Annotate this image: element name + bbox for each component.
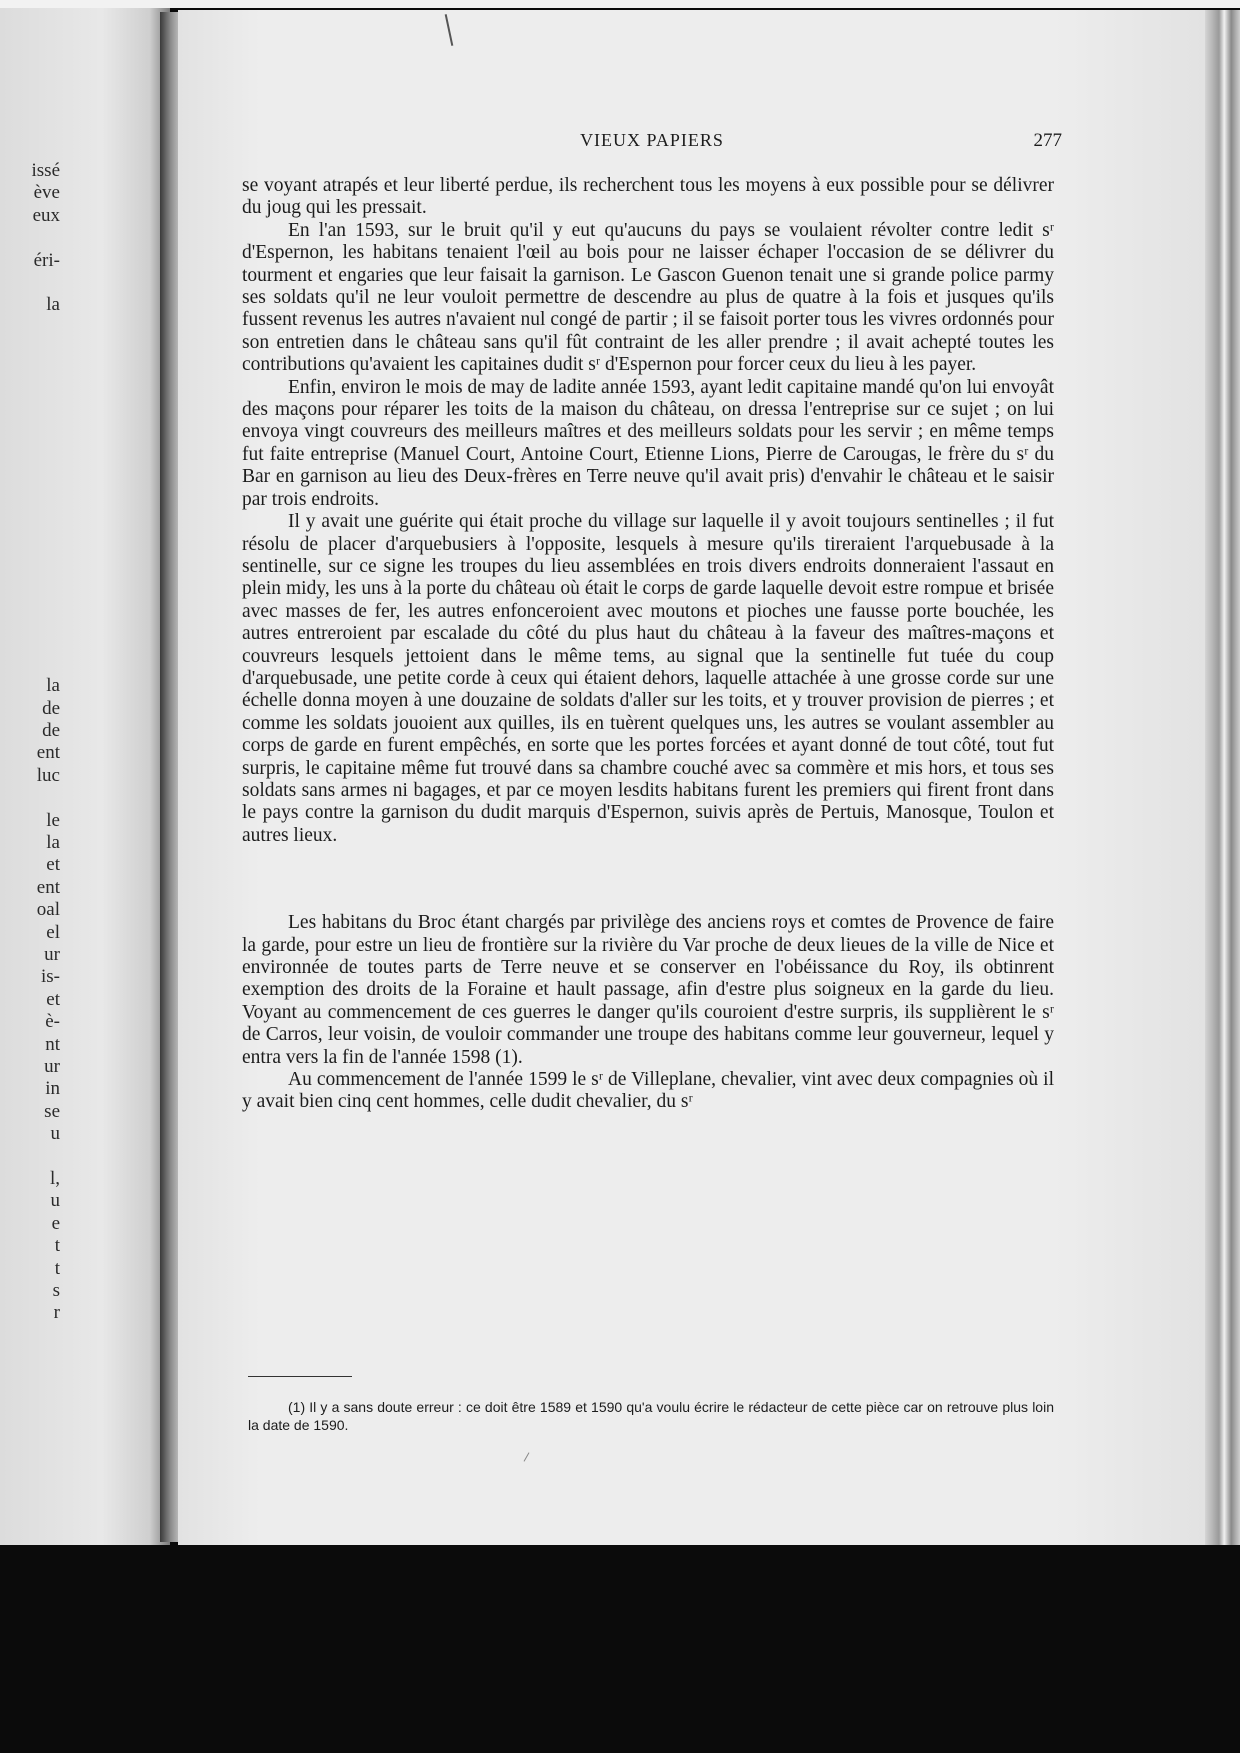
left-page-fragment: el xyxy=(46,921,60,943)
left-page-fragment: de xyxy=(42,720,60,741)
left-page-fragment: ur xyxy=(44,1056,60,1077)
left-page-fragment: l, xyxy=(49,1168,60,1189)
left-page-fragment: se xyxy=(44,1100,60,1122)
left-page-fragment: u xyxy=(50,1123,60,1145)
left-page-fragment: oal xyxy=(36,899,60,921)
left-page-fragment: ur xyxy=(44,944,60,965)
running-head xyxy=(242,130,1062,156)
running-title: VIEUX PAPIERS xyxy=(580,130,724,150)
left-page-fragment: et xyxy=(46,854,60,876)
left-page-fragment: is- xyxy=(41,966,60,988)
left-page-fragment: le xyxy=(46,809,60,831)
paragraph: Les habitans du Broc étant chargés par privilège des anciens roys et comtes de Provence de faire la garde, pour estre un lieu de frontière sur la rivière du Var proche de deux lieues de la ville de Nice et environnée de toutes parts de Terre neuve et se conserver en l'obéissance du Roy, ils obtinrent exemption des droits de la Foraine et hault passage, afin d'estre plus soigneux en la garde du lieu. Voyant au commencement de ces guerres le danger qu'ils couroient d'estre surpris, ils supplièrent le sʳ de Carros, leur voisin, de vouloir commander une troupe des habitans comme leur gouverneur, lequel y entra vers la fin de l'année 1598 (1). xyxy=(242,912,1054,1068)
left-page-fragment: éri- xyxy=(33,249,60,271)
left-page-fragment: ève xyxy=(33,182,60,204)
paragraph: En l'an 1593, sur le bruit qu'il y eut qu'aucuns du pays se voulaient révolter contre ledit sʳ d'Espernon, les habitans tenaient l'œil au bois pour ne laisser échaper l'occasion de se délivrer du tourment et engaries que leur faisait la garnison. Le Gascon Guenon tenait une si grande police parmy ses soldats qu'il ne leur vouloit permettre de descendre au plus de quatre à la fois et jusques qu'ils fussent revenus les autres n'avaient nul congé de partir ; il se faisoit porter tous les vivres ordonnés pour son entretien dans le château sans qu'il fût contraint de les aller prendre ; il avait achepté toutes les contributions qu'avaient les capitaines dudit sʳ d'Espernon pour forcer ceux du lieu à les payer. xyxy=(242,219,1054,376)
left-page-fragment: e xyxy=(51,1212,60,1234)
left-facing-page xyxy=(0,8,170,1545)
section-gap xyxy=(242,847,1054,912)
paragraph: Au commencement de l'année 1599 le sʳ de Villeplane, chevalier, vint avec deux compagnies où il y avait bien cinq cent hommes, celle dudit chevalier, du sʳ xyxy=(242,1069,1054,1113)
left-page-fragment: t xyxy=(54,1257,60,1279)
left-page-fragment: ent xyxy=(36,742,60,764)
left-page-fragment: la xyxy=(46,832,60,853)
left-page-fragment: s xyxy=(52,1280,60,1301)
body-text xyxy=(242,175,1054,1114)
left-page-fragment: la xyxy=(46,675,60,697)
paragraph: se voyant atrapés et leur liberté perdue, ils recherchent tous les moyens à eux possible pour se délivrer du joug qui les pressait. xyxy=(242,175,1054,219)
left-page-fragment: issé xyxy=(31,160,60,181)
scan-background xyxy=(0,1545,1240,1753)
left-page-fragment: eux xyxy=(32,204,60,226)
left-page-fragment: la xyxy=(46,294,60,316)
left-page-fragment: è- xyxy=(45,1011,60,1033)
left-page-fragment: et xyxy=(46,988,60,1010)
footnote: (1) Il y a sans doute erreur : ce doit être 1589 et 1590 qu'a voulu écrire le rédacteur de cette pièce car on retrouve plus loin la date de 1590. xyxy=(248,1399,1054,1433)
page-number: 277 xyxy=(1033,130,1062,151)
left-page-fragment: r xyxy=(53,1302,60,1324)
page-edge-stack xyxy=(1205,10,1240,1545)
scan-top-edge xyxy=(0,0,1240,8)
left-page-fragment: luc xyxy=(36,764,60,786)
left-page-fragment: in xyxy=(45,1078,60,1100)
left-page-fragment: u xyxy=(50,1190,60,1212)
paragraph: Il y avait une guérite qui était proche du village sur laquelle il y avoit toujours sentinelles ; il fut résolu de placer d'arquebusiers à l'opposite, lesquels à mesure qu'ils tireraient l'arquebusade à la sentinelle, sur ce signe les troupes du lieu assemblées en trois divers endroits donneraient l'assaut en plein midy, les uns à la porte du château où était le corps de garde laquelle devoit estre rompue et brisée avec masses de fer, les autres enfonceroient avec moutons et pioches une fausse porte bouchée, les autres entreroient par escalade du côté du plus haut du château à la faveur des maîtres-maçons et couvreurs lesquels jettoient dans le même tems, au signal que la sentinelle fut tuée du coup d'arquebusade, une petite corde à ceux qui étaient dehors, laquelle attachée à une grosse corde sur une échelle donna moyen à une douzaine de soldats d'aller sur les toits, et y trouver provision de pierres ; et comme les soldats jouoient aux quilles, ils en tuèrent quelques uns, les autres se voulant assembler au corps de garde en furent empêchés, en sorte que les portes forcées et ayant donné de tout côté, tout fut surpris, le capitaine même fut trouvé dans sa chambre couché avec sa commère et mis hors, et tous ses soldats sans armes ni bagages, et par ce moyen lesdits habitans furent les premiers qui firent front dans le pays contre la garnison du dudit marquis d'Espernon, suivis après de Pertuis, Manosque, Toulon et autres lieux. xyxy=(242,511,1054,846)
left-page-fragment: de xyxy=(42,697,60,719)
left-page-fragment: t xyxy=(54,1235,60,1257)
footnote-rule xyxy=(248,1376,352,1377)
paragraph: Enfin, environ le mois de may de ladite année 1593, ayant ledit capitaine mandé qu'on lui envoyât des maçons pour réparer les toits de la maison du château, on dressa l'entreprise sur ce sujet ; on lui envoya vingt couvreurs des meilleurs maîtres et des meilleurs soldats pour les servir ; en même temps fut faite entreprise (Manuel Court, Antoine Court, Etienne Lions, Pierre de Carougas, le frère du sʳ du Bar en garnison au lieu des Deux-frères en Terre neuve qu'il avait pris) d'envahir le château et le saisir par trois endroits. xyxy=(242,376,1054,510)
left-page-fragment: nt xyxy=(45,1033,60,1055)
left-page-fragment: ent xyxy=(36,876,60,898)
